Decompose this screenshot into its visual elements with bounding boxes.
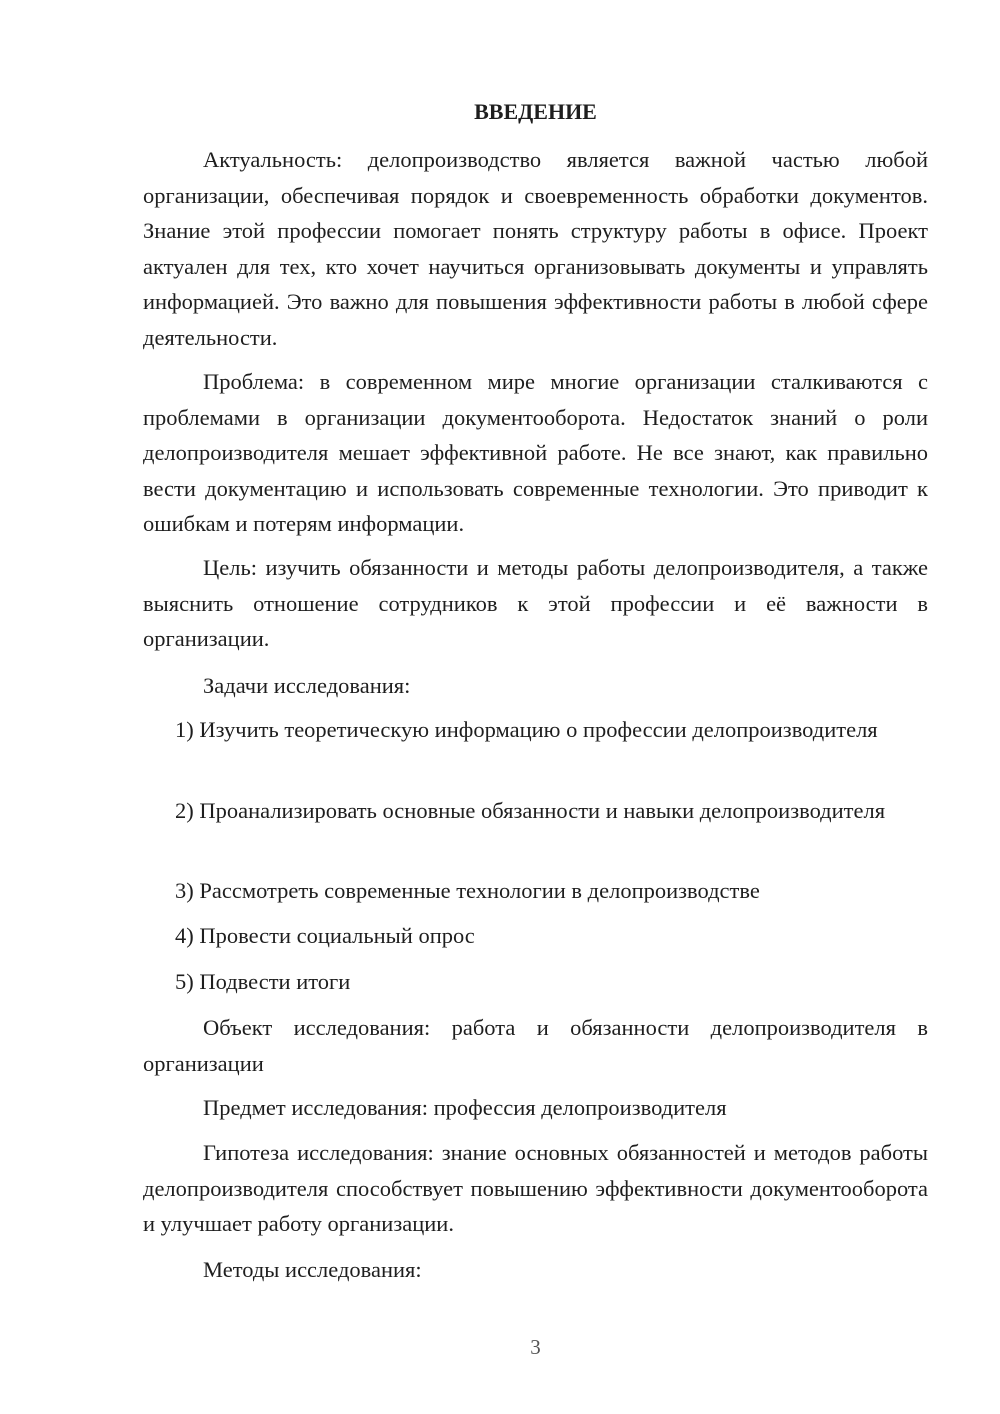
task-item-5: 5) Подвести итоги	[175, 969, 351, 994]
task-item-1: 1) Изучить теоретическую информацию о профессии делопроизводителя	[175, 717, 878, 742]
goal-paragraph: Цель: изучить обязанности и методы работы делопроизводителя, а также выяснить отношение сотрудников к этой профессии и её важности в организации.	[143, 555, 928, 651]
methods-heading: Методы исследования:	[203, 1257, 422, 1282]
problem-paragraph: Проблема: в современном мире многие организации сталкиваются с проблемами в организации документооборота. Недостаток знаний о роли делопроизводителя мешает эффективной работе. Не все знают, как правильно вести документацию и использовать современные технологии. Это приводит к ошибкам и потерям информации.	[143, 369, 928, 536]
task-item-3: 3) Рассмотреть современные технологии в делопроизводстве	[175, 878, 760, 903]
task-item-4: 4) Провести социальный опрос	[175, 923, 475, 948]
object-paragraph: Объект исследования: работа и обязанности делопроизводителя в организации	[143, 1015, 928, 1076]
page-number: 3	[530, 1335, 541, 1359]
relevance-paragraph: Актуальность: делопроизводство является важной частью любой организации, обеспечивая порядок и своевременность обработки документов. Знание этой профессии помогает понять структуру работы в офисе. Проект актуален для тех, кто хочет научиться организовывать документы и управлять информацией. Это важно для повышения эффективности работы в любой сфере деятельности.	[143, 147, 928, 350]
subject-paragraph: Предмет исследования: профессия делопроизводителя	[203, 1095, 727, 1120]
tasks-heading: Задачи исследования:	[203, 673, 411, 698]
section-title: ВВЕДЕНИЕ	[474, 99, 597, 124]
task-item-2: 2) Проанализировать основные обязанности и навыки делопроизводителя	[175, 798, 886, 823]
hypothesis-paragraph: Гипотеза исследования: знание основных обязанностей и методов работы делопроизводителя способствует повышению эффективности документооборота и улучшает работу организации.	[143, 1140, 928, 1236]
document-page	[143, 0, 928, 1414]
